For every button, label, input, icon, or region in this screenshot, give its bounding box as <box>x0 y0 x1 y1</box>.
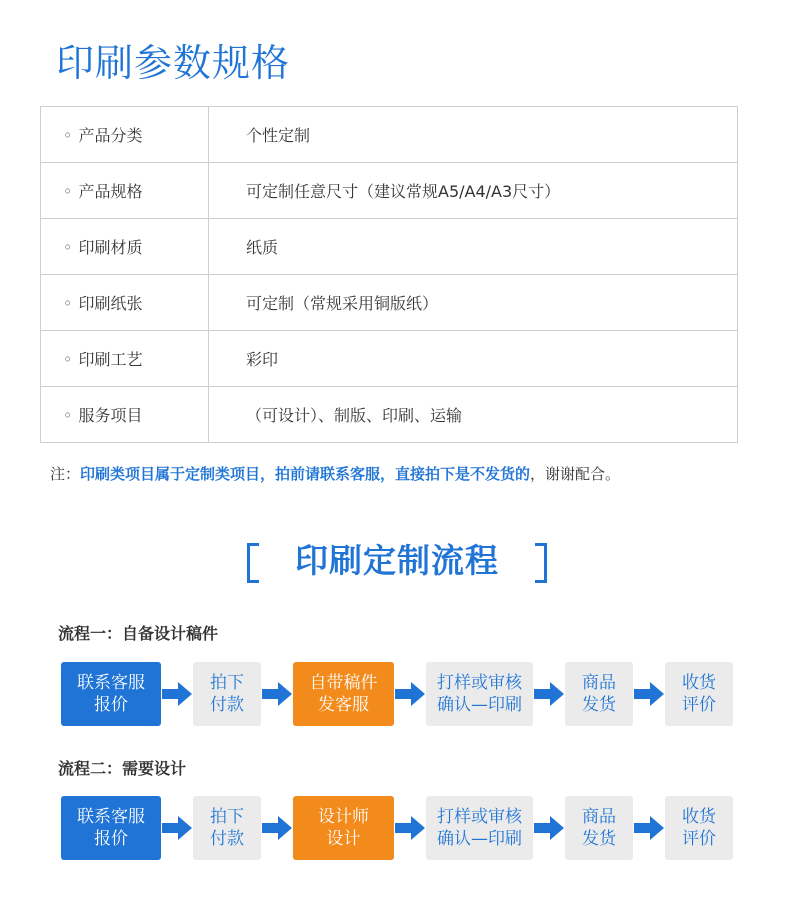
flow-steps <box>61 796 733 860</box>
arrow-right-icon <box>634 682 664 706</box>
table-row <box>41 219 738 275</box>
table-row <box>41 387 738 443</box>
spec-key: ◦ 服务项目 <box>41 387 209 443</box>
step-box: 商品 发货 <box>565 796 633 860</box>
flow-steps <box>61 662 733 726</box>
spec-value: 个性定制 <box>209 107 738 163</box>
table-row <box>41 331 738 387</box>
spec-value: 彩印 <box>209 331 738 387</box>
page-title: 印刷参数规格 <box>56 41 291 85</box>
step-box: 打样或审核 确认—印刷 <box>426 796 533 860</box>
arrow-right-icon <box>162 682 192 706</box>
spec-key: ◦ 产品分类 <box>41 107 209 163</box>
arrow-right-icon <box>534 816 564 840</box>
step-box: 收货 评价 <box>665 796 733 860</box>
step-box: 联系客服 报价 <box>61 796 161 860</box>
step-box: 拍下 付款 <box>193 796 261 860</box>
spec-key: ◦ 印刷工艺 <box>41 331 209 387</box>
notice-text <box>50 463 620 484</box>
notice-suffix: ，谢谢配合。 <box>530 465 621 483</box>
notice-highlight: 印刷类项目属于定制类项目，拍前请联系客服，直接拍下是不发货的 <box>80 465 531 483</box>
spec-value: 纸质 <box>209 219 738 275</box>
step-box: 打样或审核 确认—印刷 <box>426 662 533 726</box>
spec-key: ◦ 印刷材质 <box>41 219 209 275</box>
spec-key: ◦ 产品规格 <box>41 163 209 219</box>
section-heading <box>247 531 547 583</box>
table-row <box>41 275 738 331</box>
step-box: 自带稿件 发客服 <box>293 662 394 726</box>
step-box: 商品 发货 <box>565 662 633 726</box>
step-box: 收货 评价 <box>665 662 733 726</box>
arrow-right-icon <box>534 682 564 706</box>
table-row <box>41 107 738 163</box>
spec-value: 可定制任意尺寸（建议常规A5/A4/A3尺寸） <box>209 163 738 219</box>
arrow-right-icon <box>395 816 425 840</box>
section-title: 印刷定制流程 <box>295 541 499 580</box>
flow-title: 流程一：自备设计稿件 <box>58 624 219 643</box>
arrow-right-icon <box>634 816 664 840</box>
step-box: 拍下 付款 <box>193 662 261 726</box>
arrow-right-icon <box>262 816 292 840</box>
step-box: 设计师 设计 <box>293 796 394 860</box>
flow-title: 流程二：需要设计 <box>58 759 187 778</box>
table-row <box>41 163 738 219</box>
arrow-right-icon <box>162 816 192 840</box>
step-box: 联系客服 报价 <box>61 662 161 726</box>
notice-prefix: 注： <box>50 465 81 483</box>
arrow-right-icon <box>395 682 425 706</box>
arrow-right-icon <box>262 682 292 706</box>
spec-table <box>40 106 738 443</box>
spec-value: （可设计）、制版、印刷、运输 <box>209 387 738 443</box>
spec-key: ◦ 印刷纸张 <box>41 275 209 331</box>
spec-value: 可定制（常规采用铜版纸） <box>209 275 738 331</box>
